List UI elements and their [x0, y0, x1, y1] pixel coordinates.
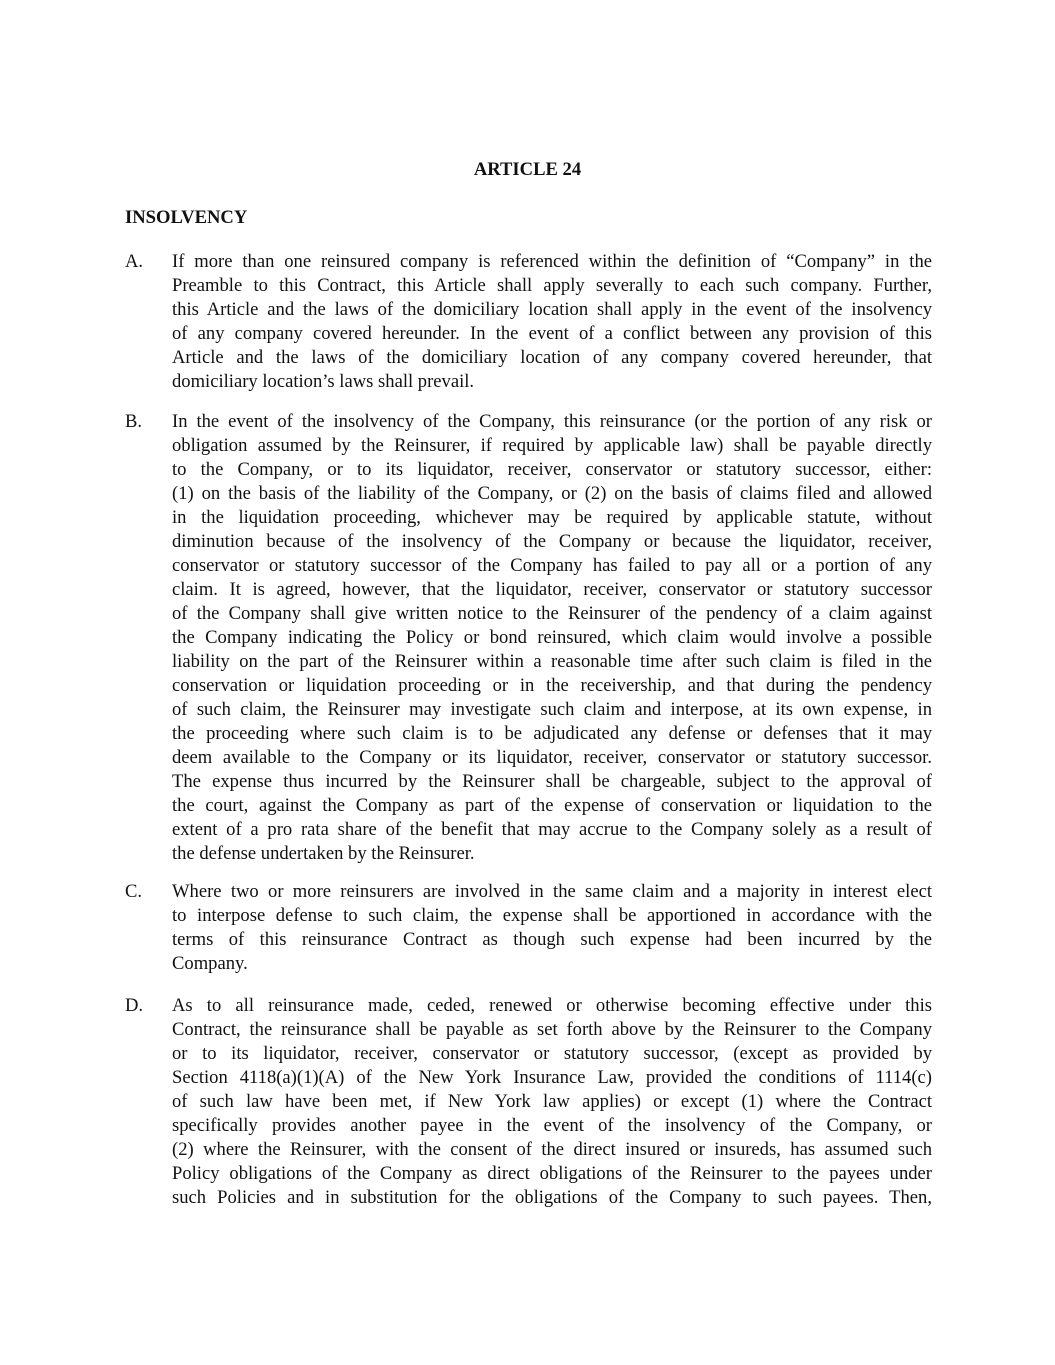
paragraph-line: claim. It is agreed, however, that the liquidator, receiver, conservator or statutory successor — [172, 579, 932, 600]
paragraph-line: the proceeding where such claim is to be adjudicated any defense or defenses that it may — [172, 723, 932, 744]
paragraph-line: conservator or statutory successor of the Company has failed to pay all or a portion of any — [172, 555, 932, 576]
paragraph-line: Preamble to this Contract, this Article shall apply severally to each such company. Further, — [172, 275, 932, 296]
paragraph-c — [125, 880, 932, 976]
paragraph-line: Section 4118(a)(1)(A) of the New York Insurance Law, provided the conditions of 1114(c) — [172, 1067, 932, 1088]
paragraph-b — [125, 410, 932, 866]
paragraph-line: terms of this reinsurance Contract as though such expense had been incurred by the — [172, 929, 932, 950]
paragraph-line: In the event of the insolvency of the Company, this reinsurance (or the portion of any risk or — [172, 411, 932, 432]
paragraph-line: specifically provides another payee in the event of the insolvency of the Company, or — [172, 1115, 932, 1136]
paragraph-line: to the Company, or to its liquidator, receiver, conservator or statutory successor, either: — [172, 459, 932, 480]
paragraph-line: The expense thus incurred by the Reinsurer shall be chargeable, subject to the approval of — [172, 771, 932, 792]
paragraph-line: to interpose defense to such claim, the expense shall be apportioned in accordance with the — [172, 905, 932, 926]
paragraph-line: Where two or more reinsurers are involved in the same claim and a majority in interest elect — [172, 881, 932, 902]
paragraph-line: deem available to the Company or its liquidator, receiver, conservator or statutory successor. — [172, 747, 932, 768]
paragraph-line: If more than one reinsured company is referenced within the definition of “Company” in the — [172, 251, 932, 272]
paragraph-line: the Company indicating the Policy or bond reinsured, which claim would involve a possible — [172, 627, 932, 648]
paragraph-line: Company. — [172, 953, 248, 974]
paragraph-line: domiciliary location’s laws shall prevail. — [172, 371, 475, 392]
paragraph-line: such Policies and in substitution for the obligations of the Company to such payees. Then, — [172, 1187, 932, 1208]
paragraph-line: of any company covered hereunder. In the event of a conflict between any provision of this — [172, 323, 932, 344]
paragraph-line: in the liquidation proceeding, whichever may be required by applicable statute, without — [172, 507, 932, 528]
paragraph-d — [125, 994, 932, 1210]
paragraph-line: of such claim, the Reinsurer may investigate such claim and interpose, at its own expense, in — [172, 699, 932, 720]
paragraph-line: the defense undertaken by the Reinsurer. — [172, 843, 475, 864]
paragraph-label: C. — [125, 881, 143, 902]
paragraph-line: Policy obligations of the Company as direct obligations of the Reinsurer to the payees under — [172, 1163, 932, 1184]
paragraph-line: Contract, the reinsurance shall be payable as set forth above by the Reinsurer to the Company — [172, 1019, 932, 1040]
paragraph-line: this Article and the laws of the domiciliary location shall apply in the event of the insolvency — [172, 299, 932, 320]
paragraph-line: the court, against the Company as part of the expense of conservation or liquidation to the — [172, 795, 932, 816]
paragraph-line: liability on the part of the Reinsurer within a reasonable time after such claim is filed in the — [172, 651, 932, 672]
paragraph-line: Article and the laws of the domiciliary location of any company covered hereunder, that — [172, 347, 932, 368]
paragraph-label: B. — [125, 411, 143, 432]
paragraph-line: extent of a pro rata share of the benefit that may accrue to the Company solely as a result of — [172, 819, 932, 840]
paragraph-line: of the Company shall give written notice to the Reinsurer of the pendency of a claim against — [172, 603, 932, 624]
paragraph-line: (1) on the basis of the liability of the Company, or (2) on the basis of claims filed and allowed — [172, 483, 932, 504]
paragraph-line: (2) where the Reinsurer, with the consent of the direct insured or insureds, has assumed such — [172, 1139, 932, 1160]
paragraph-line: As to all reinsurance made, ceded, renewed or otherwise becoming effective under this — [172, 995, 932, 1016]
paragraph-line: diminution because of the insolvency of the Company or because the liquidator, receiver, — [172, 531, 932, 552]
article-title: ARTICLE 24 — [473, 159, 582, 180]
paragraph-label: D. — [125, 995, 144, 1016]
paragraph-line: conservation or liquidation proceeding or in the receivership, and that during the pendency — [172, 675, 932, 696]
section-heading: INSOLVENCY — [125, 207, 248, 228]
paragraph-line: obligation assumed by the Reinsurer, if required by applicable law) shall be payable directly — [172, 435, 932, 456]
paragraph-line: of such law have been met, if New York law applies) or except (1) where the Contract — [172, 1091, 932, 1112]
paragraph-a — [125, 250, 932, 394]
paragraph-label: A. — [125, 251, 144, 272]
paragraph-line: or to its liquidator, receiver, conservator or statutory successor, (except as provided by — [172, 1043, 932, 1064]
